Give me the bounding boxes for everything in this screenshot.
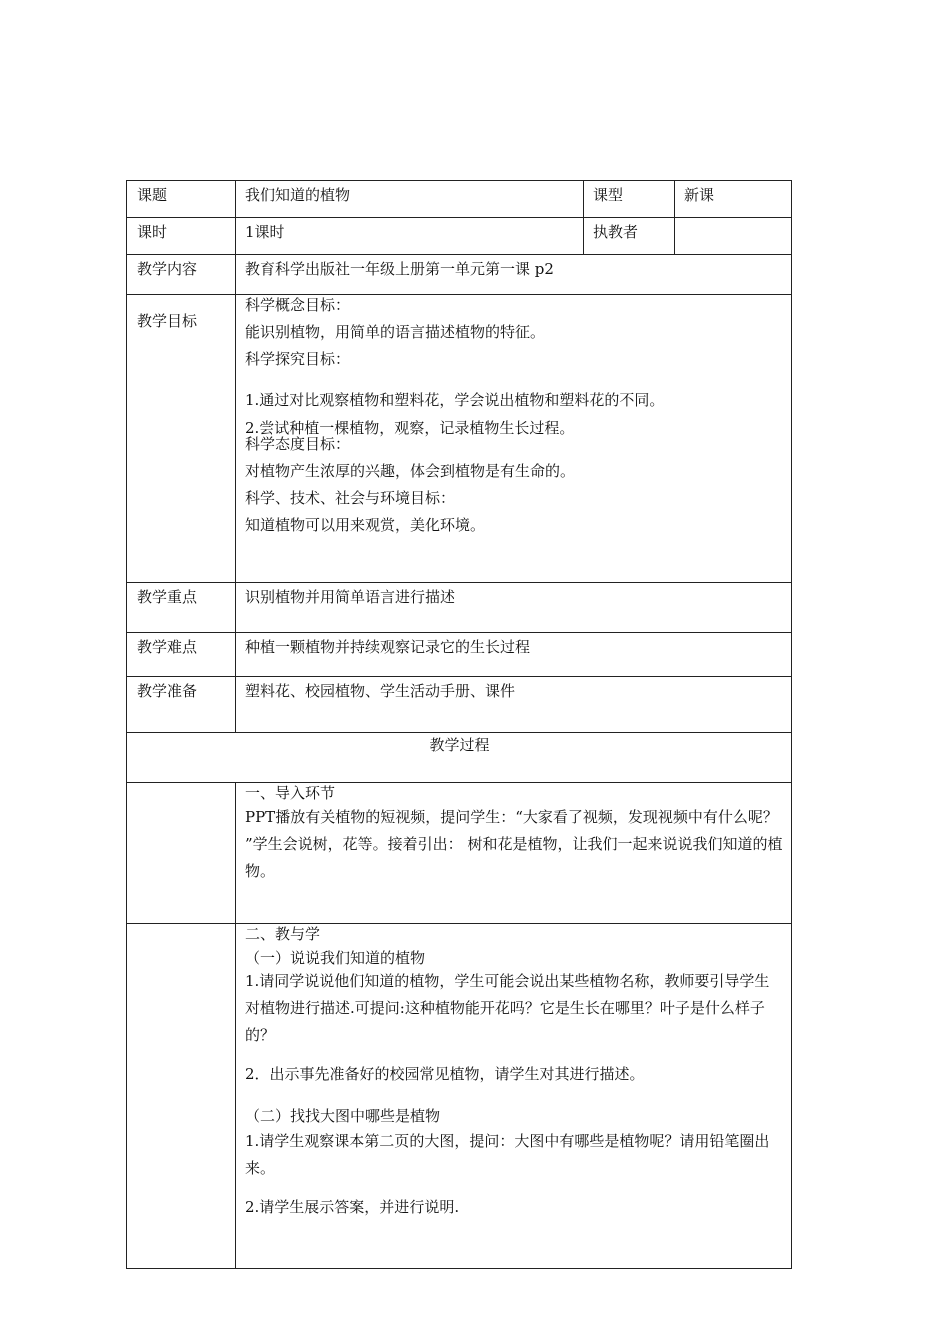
teach-p3: 1.请学生观察课本第二页的大图，提问：大图中有哪些是植物呢？请用铅笔圈出来。 (245, 1132, 770, 1177)
process-title: 教学过程 (127, 733, 792, 783)
preparation-row (127, 677, 792, 733)
period-row (127, 218, 792, 255)
preparation-value: 塑料花、校园植物、学生活动手册、课件 (236, 677, 792, 733)
objective-line: 科学、技术、社会与环境目标： (245, 489, 456, 507)
objective-line: 2.尝试种植一棵植物，观察，记录植物生长过程。 (245, 419, 575, 437)
content-row (127, 255, 792, 295)
objective-line: 1.通过对比观察植物和塑料花，学会说出植物和塑料花的不同。 (245, 391, 665, 409)
topic-value: 我们知道的植物 (236, 181, 584, 218)
teach-side (127, 924, 236, 1269)
objective-line: 对植物产生浓厚的兴趣，体会到植物是有生命的。 (245, 462, 576, 480)
topic-label: 课题 (127, 181, 236, 218)
intro-row (127, 783, 792, 924)
objectives-label: 教学目标 (127, 295, 236, 583)
key-points-label: 教学重点 (127, 583, 236, 633)
content-label: 教学内容 (127, 255, 236, 295)
intro-side (127, 783, 236, 924)
content-value: 教育科学出版社一年级上册第一单元第一课 p2 (236, 255, 792, 295)
intro-cell (236, 783, 792, 924)
key-points-row (127, 583, 792, 633)
objective-line: 能识别植物，用简单的语言描述植物的特征。 (245, 323, 546, 341)
type-value: 新课 (675, 181, 792, 218)
topic-row (127, 181, 792, 218)
intro-text: PPT播放有关植物的短视频，提问学生：“大家看了视频，发现视频中有什么呢？ ”学生会说树，花等。接着引出： 树和花是植物，让我们一起来说说我们知道的植物。 (245, 808, 783, 880)
intro-heading: 一、导入环节 (245, 784, 336, 802)
lesson-plan-table (126, 180, 792, 1269)
objective-line: 科学态度目标： (245, 435, 351, 453)
teach-heading: 二、教与学 (245, 925, 321, 943)
difficulties-row (127, 633, 792, 677)
teach-p4: 2.请学生展示答案，并进行说明. (245, 1198, 460, 1216)
teacher-value (675, 218, 792, 255)
key-points-value: 识别植物并用简单语言进行描述 (236, 583, 792, 633)
teach-sub2: （二）找找大图中哪些是植物 (245, 1107, 441, 1125)
objective-line: 知道植物可以用来观赏，美化环境。 (245, 516, 486, 534)
objective-line: 科学探究目标： (245, 350, 351, 368)
teach-p2: 2．出示事先准备好的校园常见植物，请学生对其进行描述。 (245, 1065, 645, 1083)
preparation-label: 教学准备 (127, 677, 236, 733)
teach-cell (236, 924, 792, 1269)
teacher-label: 执教者 (584, 218, 675, 255)
type-label: 课型 (584, 181, 675, 218)
teach-sub1: （一）说说我们知道的植物 (245, 949, 426, 967)
objectives-row (127, 295, 792, 583)
period-value: 1课时 (236, 218, 584, 255)
teach-p1: 1.请同学说说他们知道的植物，学生可能会说出某些植物名称，教师要引导学生对植物进行描述.可提问:这种植物能开花吗？它是生长在哪里？叶子是什么样子的？ (245, 972, 770, 1044)
teach-row (127, 924, 792, 1269)
objectives-cell (236, 295, 792, 583)
objective-line: 科学概念目标： (245, 296, 351, 314)
process-title-row (127, 733, 792, 783)
difficulties-value: 种植一颗植物并持续观察记录它的生长过程 (236, 633, 792, 677)
difficulties-label: 教学难点 (127, 633, 236, 677)
period-label: 课时 (127, 218, 236, 255)
